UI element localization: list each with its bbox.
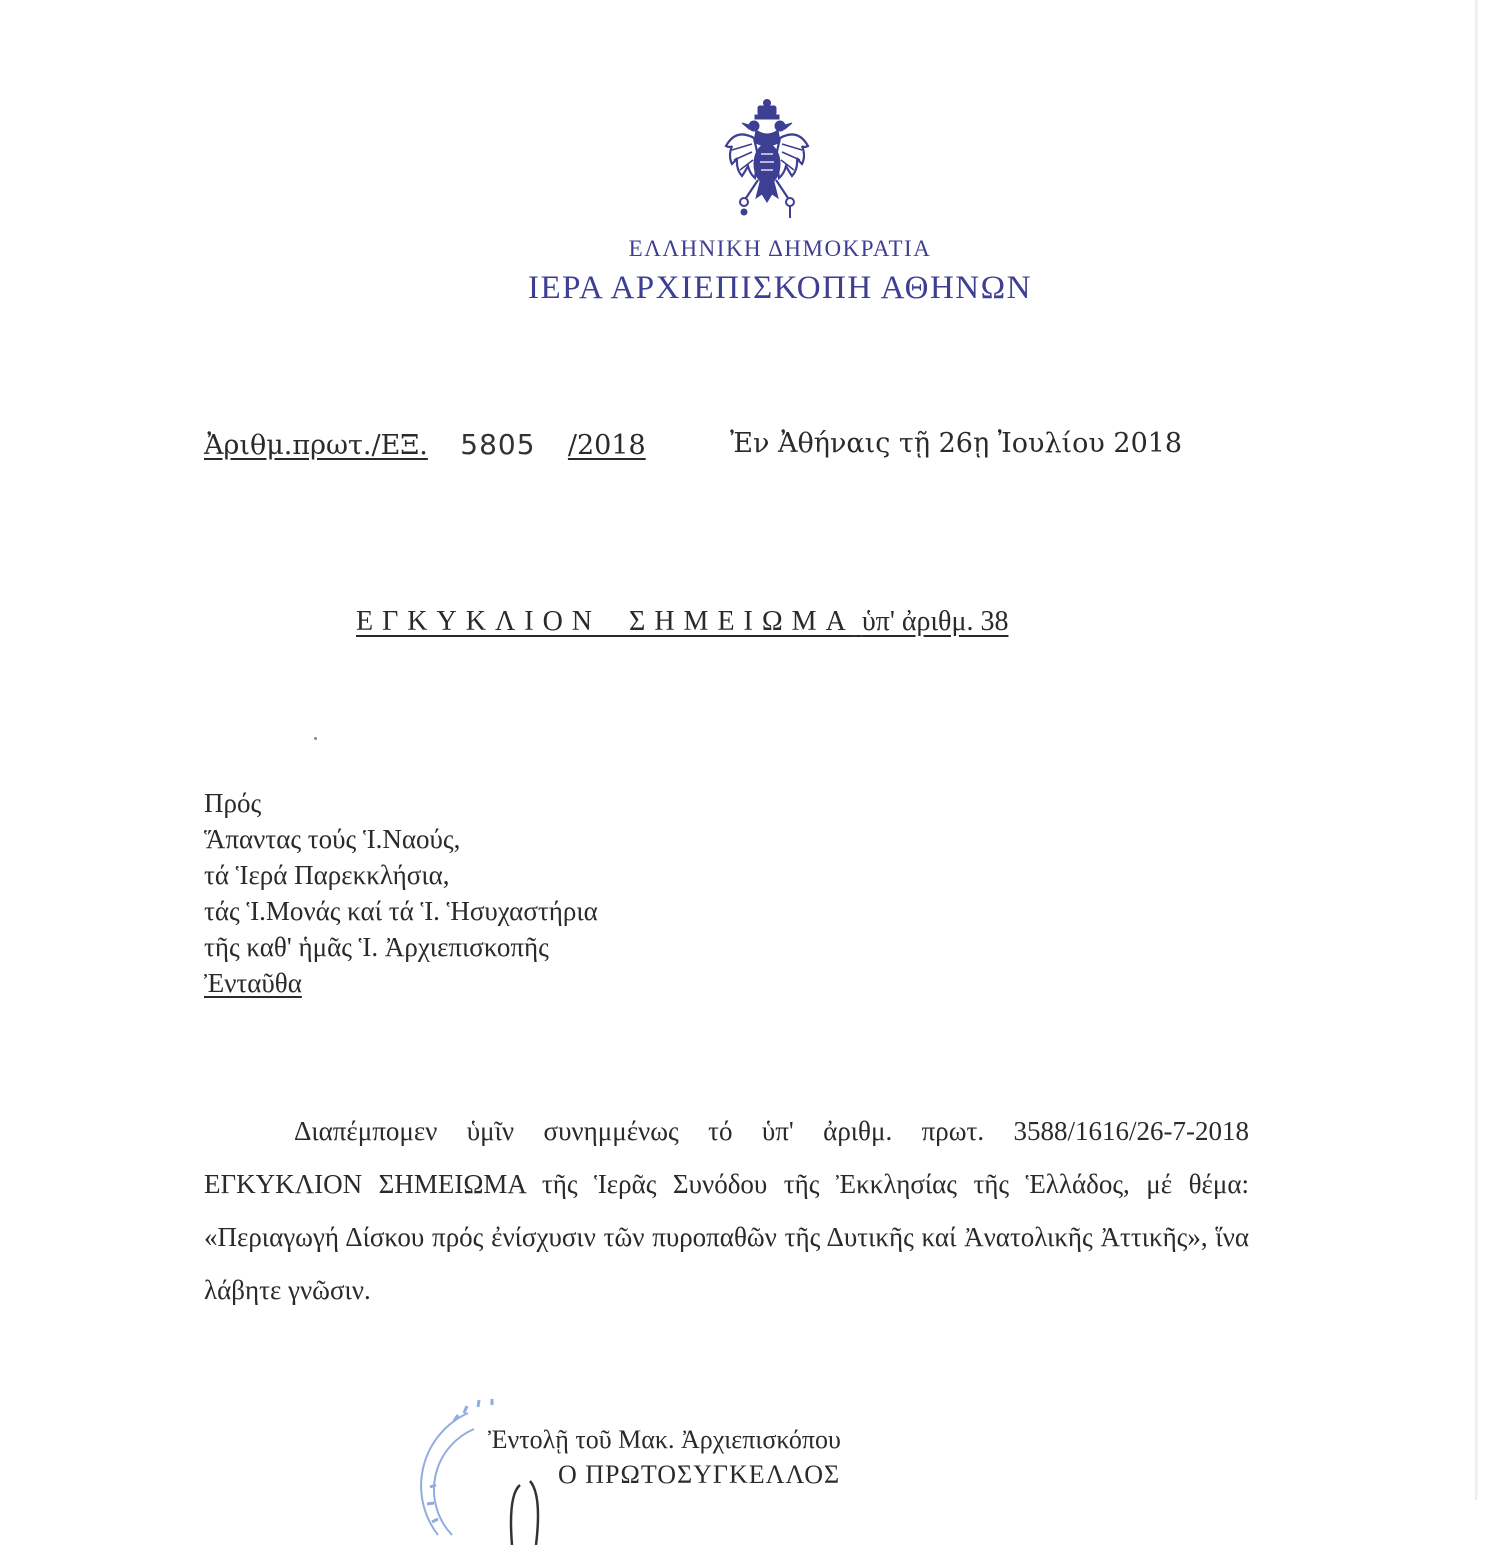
double-headed-eagle-icon — [722, 98, 812, 220]
body-paragraph: Διαπέμπομεν ὑμῖν συνημμένως τό ὑπ' ἀριθμ. πρωτ. 3588/1616/26-7-2018 ΕΓΚΥΚΛΙΟΝ ΣΗΜΕΙΩΜΑ τῆς Ἱερᾶς Συνόδου τῆς Ἐκκλησίας τῆς Ἑλλάδος, μέ θέμα: «Περιαγωγή Δίσκου πρός ἐνίσχυσιν τῶν πυροπαθῶν τῆς Δυτικῆς καί Ἀνατολικῆς Ἀττικῆς», ἵνα λάβητε γνῶσιν. — [204, 1116, 1249, 1305]
recipient-location: Ἐνταῦθα — [204, 968, 302, 998]
dateline: Ἐν Ἀθήναις τῇ 26ῃ Ἰουλίου 2018 — [730, 428, 1183, 459]
authority-heading: ΙΕΡΑ ΑΡΧΙΕΠΙΣΚΟΠΗ ΑΘΗΝΩΝ — [528, 270, 1032, 306]
signature-line-1: Ἐντολῇ τοῦ Μακ. Ἀρχιεπισκόπου — [488, 1425, 841, 1454]
recipient-line: Ἅπαντας τούς Ἱ.Ναούς, — [204, 824, 461, 854]
recipient-line: τῆς καθ' ἡμᾶς Ἱ. Ἀρχιεπισκοπῆς — [204, 932, 549, 962]
protocol-prefix: Ἀριθμ.πρωτ./ΕΞ. — [204, 430, 428, 461]
circular-title — [356, 606, 1008, 638]
protocol-number — [204, 428, 646, 461]
country-heading: ΕΛΛΗΝΙΚΗ ΔΗΜΟΚΡΑΤΙΑ — [628, 236, 932, 261]
recipient-line: τά Ἱερά Παρεκκλήσια, — [204, 860, 450, 890]
recipients-block — [204, 785, 598, 1001]
recipients-to: Πρός — [204, 788, 262, 818]
protocol-year: /2018 — [567, 430, 646, 461]
circular-title-part1: ΕΓΚΥΚΛΙΟΝ — [356, 606, 602, 637]
circular-number: ὑπ' ἀριθμ. 38 — [861, 606, 1009, 637]
circular-title-part2: ΣΗΜΕΙΩΜΑ — [629, 606, 855, 637]
scan-speck — [314, 737, 317, 740]
protocol-number-handwritten: 5805 — [460, 428, 536, 461]
signature-line-2: Ο ΠΡΩΤΟΣΥΓΚΕΛΛΟΣ — [558, 1460, 841, 1489]
recipient-line: τάς Ἱ.Μονάς καί τά Ἱ. Ἡσυχαστήρια — [204, 896, 598, 926]
page-edge — [1475, 0, 1478, 1500]
